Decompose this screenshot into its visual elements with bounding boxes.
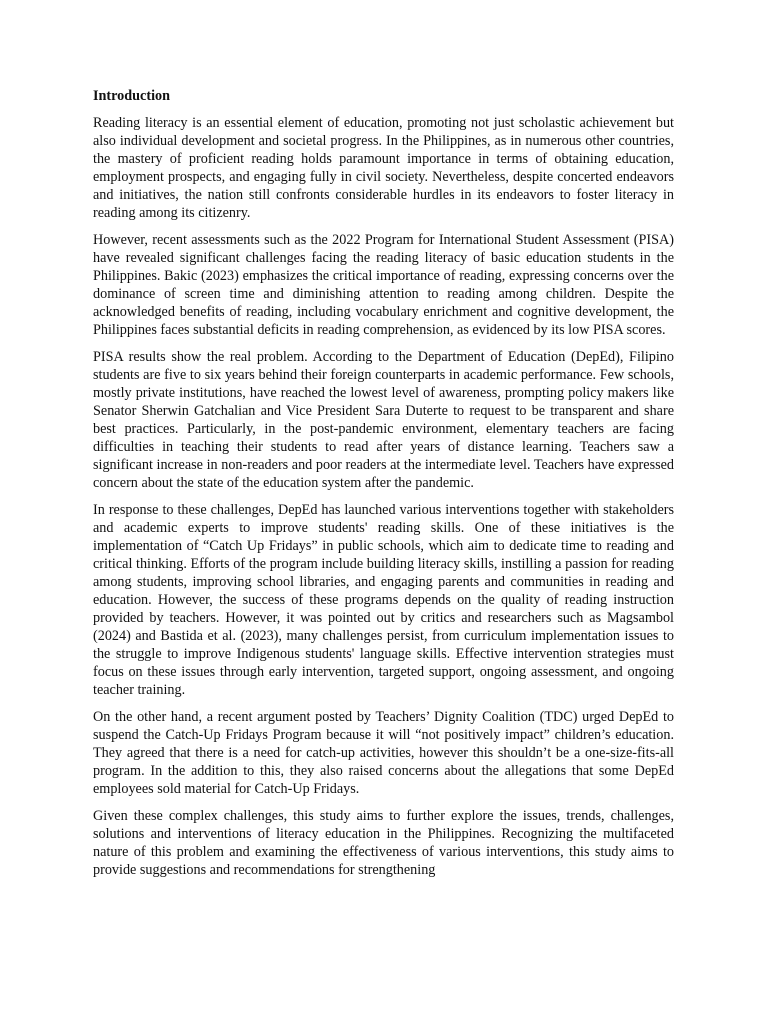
paragraph-5: On the other hand, a recent argument posted by Teachers’ Dignity Coalition (TDC) urged DepEd to suspend the Catch-Up Fridays Program because it will “not positively impact” children’s education. They agreed that there is a need for catch-up activities, however this shouldn’t be a one-size-fits-all program. In the addition to this, they also raised concerns about the allegations that some DepEd employees sold material for Catch-Up Fridays. xyxy=(93,709,674,797)
paragraph-6: Given these complex challenges, this study aims to further explore the issues, trends, challenges, solutions and interventions of literacy education in the Philippines. Recognizing the multifaceted nature of this problem and examining the effectiveness of various interventions, this study aims to provide suggestions and recommendations for strengthening xyxy=(93,808,674,878)
document-page xyxy=(93,87,674,888)
paragraph-3: PISA results show the real problem. According to the Department of Education (DepEd), Filipino students are five to six years behind their foreign counterparts in academic performance. Few schools, mostly private institutions, have reached the lowest level of awareness, prompting policy makers like Senator Sherwin Gatchalian and Vice President Sara Duterte to request to be transparent and share best practices. Particularly, in the post-pandemic environment, elementary teachers are facing difficulties in teaching their students to read after years of distance learning. Teachers saw a significant increase in non-readers and poor readers at the intermediate level. Teachers have expressed concern about the state of the education system after the pandemic. xyxy=(93,349,674,491)
section-heading: Introduction xyxy=(93,88,170,104)
paragraph-1: Reading literacy is an essential element of education, promoting not just scholastic achievement but also individual development and societal progress. In the Philippines, as in numerous other countries, the mastery of proficient reading holds paramount importance in terms of obtaining education, employment prospects, and engaging fully in civil society. Nevertheless, despite concerted endeavors and initiatives, the nation still confronts considerable hurdles in its endeavors to foster literacy in reading among its citizenry. xyxy=(93,115,674,221)
paragraph-2: However, recent assessments such as the 2022 Program for International Student Assessment (PISA) have revealed significant challenges facing the reading literacy of basic education students in the Philippines. Bakic (2023) emphasizes the critical importance of reading, expressing concerns over the dominance of screen time and diminishing attention to reading among children. Despite the acknowledged benefits of reading, including vocabulary enrichment and cognitive development, the Philippines faces substantial deficits in reading comprehension, as evidenced by its low PISA scores. xyxy=(93,232,674,338)
paragraph-4: In response to these challenges, DepEd has launched various interventions together with stakeholders and academic experts to improve students' reading skills. One of these initiatives is the implementation of “Catch Up Fridays” in public schools, which aim to dedicate time to reading and critical thinking. Efforts of the program include building literacy skills, instilling a passion for reading among students, improving school libraries, and engaging parents and communities in reading and education. However, the success of these programs depends on the quality of reading instruction provided by teachers. However, it was pointed out by critics and researchers such as Magsambol (2024) and Bastida et al. (2023), many challenges persist, from curriculum implementation issues to the struggle to improve Indigenous students' language skills. Effective intervention strategies must focus on these issues through early intervention, targeted support, ongoing assessment, and ongoing teacher training. xyxy=(93,502,674,698)
